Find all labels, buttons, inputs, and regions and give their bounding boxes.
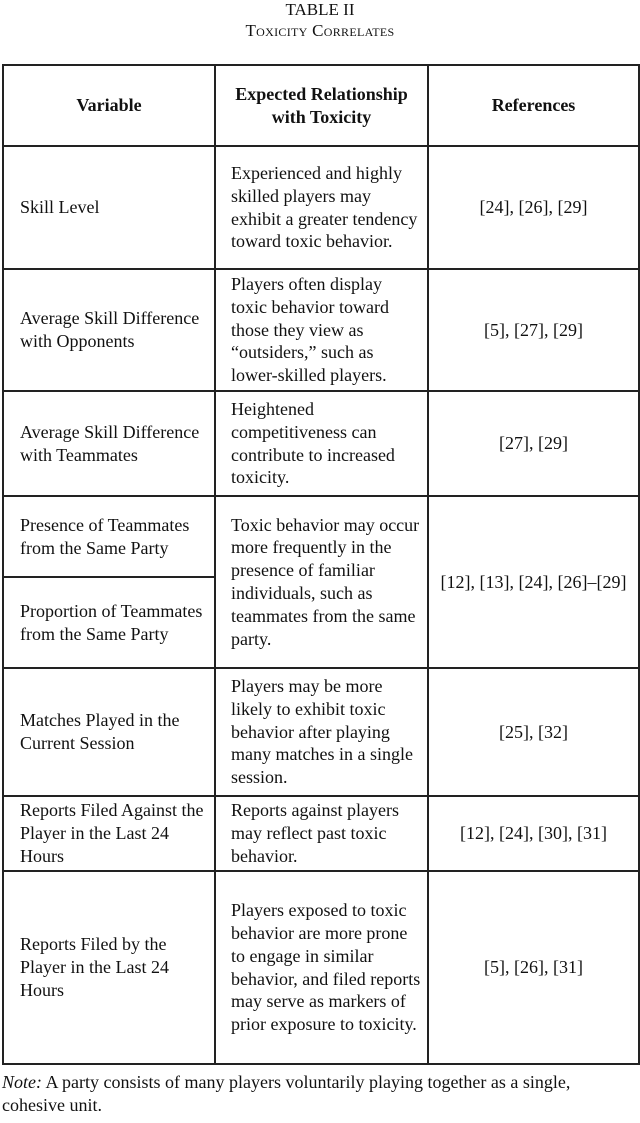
references-cell: [12], [24], [30], [31]: [428, 796, 639, 871]
variable-cell: Average Skill Difference with Teammates: [3, 391, 215, 496]
relationship-cell: Toxic behavior may occur more frequently in the presence of familiar individuals, such as teammates from the same party.: [215, 496, 428, 668]
note-text: A party consists of many players voluntarily playing together as a single, cohesive unit.: [2, 1072, 571, 1115]
relationship-cell: Heightened competitiveness can contribute to increased toxicity.: [215, 391, 428, 496]
variable-cell: Proportion of Teammates from the Same Party: [3, 577, 215, 668]
table-title: Toxicity Correlates: [245, 21, 395, 40]
table-row: [3, 796, 639, 871]
references-cell: [25], [32]: [428, 668, 639, 796]
variable-cell: Presence of Teammates from the Same Party: [3, 496, 215, 577]
references-cell: [12], [13], [24], [26]–[29]: [428, 496, 639, 668]
variable-cell: Average Skill Difference with Opponents: [3, 269, 215, 391]
table-row: [3, 871, 639, 1064]
variable-cell: Skill Level: [3, 146, 215, 269]
relationship-cell: Players often display toxic behavior toward those they view as “outsiders,” such as lower-skilled players.: [215, 269, 428, 391]
references-cell: [5], [26], [31]: [428, 871, 639, 1064]
references-cell: [5], [27], [29]: [428, 269, 639, 391]
references-cell: [24], [26], [29]: [428, 146, 639, 269]
table-row: [3, 391, 639, 496]
relationship-cell: Players may be more likely to exhibit toxic behavior after playing many matches in a single session.: [215, 668, 428, 796]
variable-cell: Reports Filed Against the Player in the Last 24 Hours: [3, 796, 215, 871]
table-note: [2, 1071, 634, 1117]
table-row: [3, 668, 639, 796]
references-cell: [27], [29]: [428, 391, 639, 496]
relationship-cell: Experienced and highly skilled players may exhibit a greater tendency toward toxic behavior.: [215, 146, 428, 269]
relationship-cell: Reports against players may reflect past toxic behavior.: [215, 796, 428, 871]
toxicity-correlates-table: [2, 64, 640, 1065]
variable-cell: Matches Played in the Current Session: [3, 668, 215, 796]
header-relationship: Expected Relationship with Toxicity: [215, 65, 428, 146]
table-label: TABLE II: [285, 0, 355, 19]
header-variable: Variable: [3, 65, 215, 146]
relationship-cell: Players exposed to toxic behavior are more prone to engage in similar behavior, and filed reports may serve as markers of prior exposure to toxicity.: [215, 871, 428, 1064]
header-row: [3, 65, 639, 146]
variable-cell: Reports Filed by the Player in the Last 24 Hours: [3, 871, 215, 1064]
table-row: [3, 146, 639, 269]
table-row: [3, 269, 639, 391]
table-row: [3, 496, 639, 577]
note-label: Note:: [2, 1072, 42, 1092]
header-references: References: [428, 65, 639, 146]
